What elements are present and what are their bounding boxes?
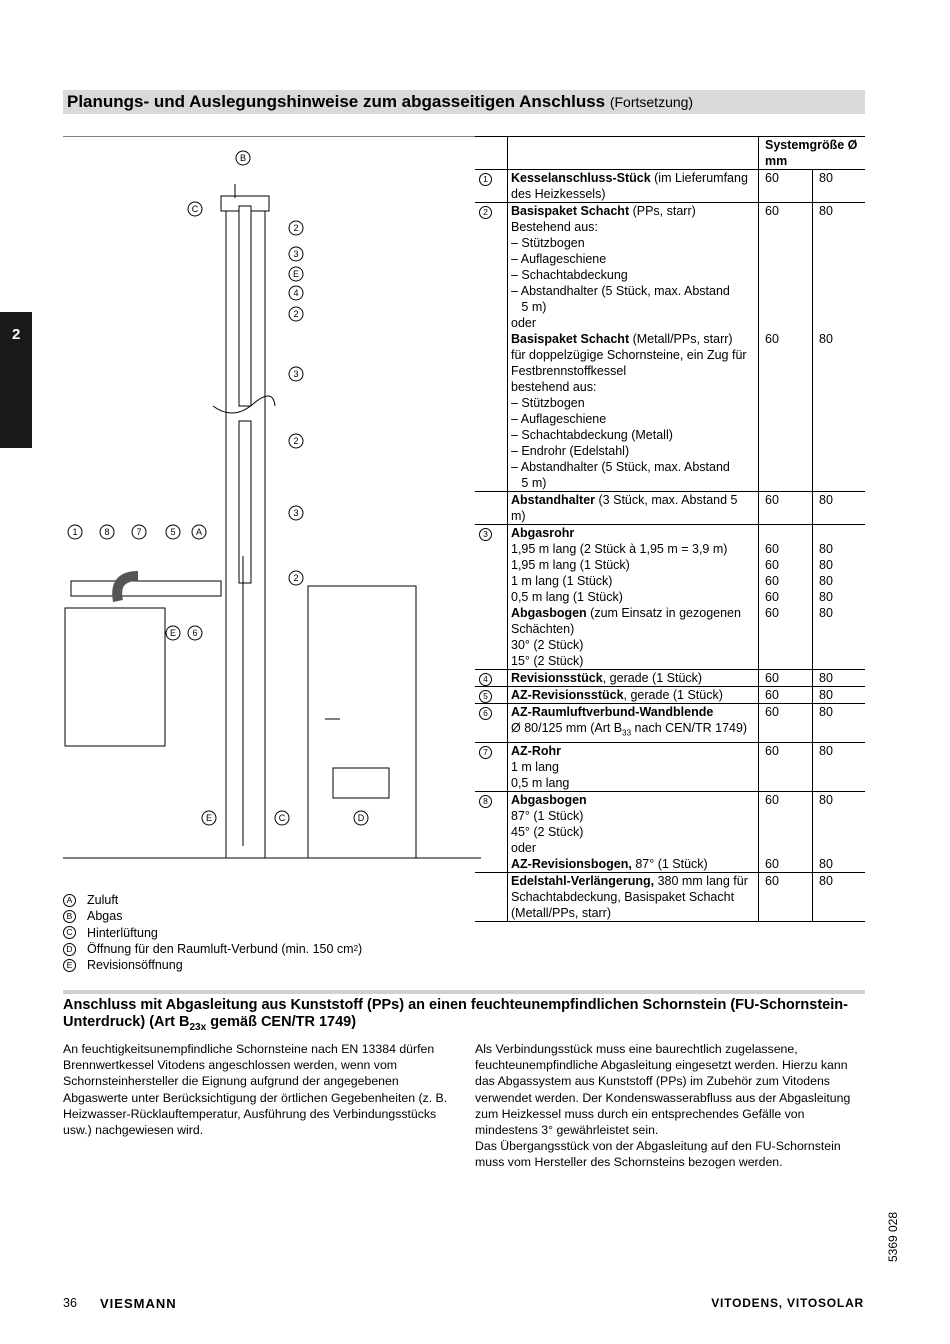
part-number: 4 bbox=[475, 670, 508, 687]
value-80: 80 bbox=[813, 872, 866, 921]
svg-text:1: 1 bbox=[72, 527, 78, 537]
value-80: 80 80 bbox=[813, 791, 866, 872]
label-C-top: C bbox=[191, 204, 199, 214]
part-description: AZ-Raumluftverbund-Wandblende Ø 80/125 mm (Art $B_{33}$ nach CEN/TR 1749) bbox=[508, 704, 759, 743]
legend bbox=[63, 892, 362, 973]
part-number bbox=[475, 492, 508, 525]
svg-text:4: 4 bbox=[293, 288, 299, 298]
svg-text:E: E bbox=[292, 269, 300, 279]
page-number: 36 bbox=[63, 1296, 77, 1310]
part-description: Revisionsstück, gerade (1 Stück) bbox=[508, 670, 759, 687]
value-80: 80 80 bbox=[813, 203, 866, 492]
table-row bbox=[475, 203, 865, 492]
part-description: Basispaket Schacht (PPs, starr) Bestehend aus: – Stützbogen – Auflageschiene – Schachtabdeckung – Abstandhalter (5 Stück, max. Abstand 5 m) oder Basispaket Schacht (Metall/PPs, starr) für doppelzügige Schornsteine, ein Zug für Festbrennstoffkessel bestehend aus: – Stützbogen – Auflageschiene – Schachtabdeckung (Metall) – Endrohr (Edelstahl) – Abstandhalter (5 Stück, max. Abstand 5 m) bbox=[508, 203, 759, 492]
svg-text:3: 3 bbox=[293, 369, 299, 379]
legend-item: C Hinterlüftung bbox=[63, 925, 362, 941]
table-row bbox=[475, 872, 865, 921]
part-number: 6 bbox=[475, 704, 508, 743]
table-row bbox=[475, 492, 865, 525]
section-divider bbox=[63, 990, 865, 994]
chimney-diagram bbox=[63, 136, 483, 878]
value-80: 80 bbox=[813, 170, 866, 203]
value-60: 60 bbox=[759, 687, 813, 704]
part-number bbox=[475, 872, 508, 921]
value-60: 60 bbox=[759, 492, 813, 525]
value-80: 80 bbox=[813, 687, 866, 704]
svg-text:2: 2 bbox=[293, 309, 299, 319]
table-row bbox=[475, 670, 865, 687]
svg-text:5: 5 bbox=[170, 527, 176, 537]
value-80: 80 bbox=[813, 492, 866, 525]
value-60: 60 bbox=[759, 872, 813, 921]
svg-text:D: D bbox=[357, 813, 365, 823]
part-description: AZ-Revisionsstück, gerade (1 Stück) bbox=[508, 687, 759, 704]
svg-text:6: 6 bbox=[192, 628, 198, 638]
part-number: 3 bbox=[475, 525, 508, 670]
table-header: Systemgröße Ø mm bbox=[759, 137, 866, 170]
part-number: 2 bbox=[475, 203, 508, 492]
value-60: 60 bbox=[759, 670, 813, 687]
label-B: B bbox=[239, 153, 247, 163]
part-number: 7 bbox=[475, 742, 508, 791]
legend-item: D Öffnung für den Raumluft-Verbund (min. 150 cm 2 ) bbox=[63, 941, 362, 957]
value-60: 60 bbox=[759, 742, 813, 791]
svg-text:2: 2 bbox=[293, 436, 299, 446]
legend-item: A Zuluft bbox=[63, 892, 362, 908]
table-row bbox=[475, 704, 865, 743]
brand-logo: VIESMANN bbox=[100, 1296, 177, 1311]
text-column-left: An feuchtigkeitsunempfindliche Schornsteine nach EN 13384 dürfen Brennwertkessel Vitodens angeschlossen werden, wenn vom Schornsteinhersteller die Eignung aufgrund der angegebenen Abgaswerte unter Berücksichtigung der örtlichen Gegebenheiten (z. B. Heizwasser-Rücklauftemperatur, Ausführung des Verbindungsstücks usw.) nachgewiesen wird. bbox=[63, 1042, 448, 1138]
svg-text:A: A bbox=[195, 527, 203, 537]
svg-text:8: 8 bbox=[104, 527, 110, 537]
svg-text:3: 3 bbox=[293, 249, 299, 259]
part-description: Abgasbogen 87° (1 Stück) 45° (2 Stück) oder AZ-Revisionsbogen, 87° (1 Stück) bbox=[508, 791, 759, 872]
table-row bbox=[475, 742, 865, 791]
table-row bbox=[475, 525, 865, 670]
part-description: Abgasrohr 1,95 m lang (2 Stück à 1,95 m = 3,9 m) 1,95 m lang (1 Stück) 1 m lang (1 Stück) 0,5 m lang (1 Stück) Abgasbogen (zum Einsatz in gezogenen Schächten) 30° (2 Stück) 15° (2 Stück) bbox=[508, 525, 759, 670]
value-60: 60 60 60 60 60 bbox=[759, 525, 813, 670]
value-60: 60 bbox=[759, 704, 813, 743]
value-60: 60 bbox=[759, 170, 813, 203]
svg-text:C: C bbox=[278, 813, 286, 823]
part-number: 1 bbox=[475, 170, 508, 203]
svg-text:7: 7 bbox=[136, 527, 142, 537]
part-number: 8 bbox=[475, 791, 508, 872]
product-name: VITODENS, VITOSOLAR bbox=[711, 1296, 864, 1310]
part-description: Abstandhalter (3 Stück, max. Abstand 5 m) bbox=[508, 492, 759, 525]
table-row bbox=[475, 170, 865, 203]
svg-text:2: 2 bbox=[293, 223, 299, 233]
svg-text:E: E bbox=[205, 813, 213, 823]
part-description: Edelstahl-Verlängerung, 380 mm lang für Schachtabdeckung, Basispaket Schacht (Metall/PPs, starr) bbox=[508, 872, 759, 921]
part-number: 5 bbox=[475, 687, 508, 704]
legend-item: E Revisionsöffnung bbox=[63, 957, 362, 973]
table-row bbox=[475, 687, 865, 704]
value-60: 60 60 bbox=[759, 791, 813, 872]
svg-text:E: E bbox=[169, 628, 177, 638]
header-bar bbox=[63, 90, 865, 114]
svg-text:2: 2 bbox=[293, 573, 299, 583]
legend-item: B Abgas bbox=[63, 908, 362, 924]
svg-text:3: 3 bbox=[293, 508, 299, 518]
parts-table bbox=[475, 136, 865, 922]
table-row bbox=[475, 791, 865, 872]
part-description: Kesselanschluss-Stück (im Lieferumfang des Heizkessels) bbox=[508, 170, 759, 203]
value-80: 80 bbox=[813, 742, 866, 791]
document-number: 5369 028 bbox=[886, 1211, 900, 1263]
value-80: 80 80 80 80 80 bbox=[813, 525, 866, 670]
part-description: AZ-Rohr 1 m lang 0,5 m lang bbox=[508, 742, 759, 791]
value-80: 80 bbox=[813, 704, 866, 743]
value-60: 60 60 bbox=[759, 203, 813, 492]
chapter-tab: 2 bbox=[0, 312, 32, 448]
page-title: Planungs- und Auslegungshinweise zum abgasseitigen Anschluss (Fortsetzung) bbox=[67, 92, 694, 111]
section-title: Anschluss mit Abgasleitung aus Kunststoff (PPs) an einen feuchteunempfindlichen Schornstein (FU-Schornstein-Unterdruck) (Art $B_{23x}$ gemäß CEN/TR 1749) bbox=[63, 997, 848, 1033]
value-80: 80 bbox=[813, 670, 866, 687]
text-column-right: Als Verbindungsstück muss eine baurechtlich zugelassene, feuchteunempfindliche Abgasleitung eingesetzt werden. Hierzu kann das Abgassystem aus Kunststoff (PPs) im Zubehör zum Vitodens verwendet werden. Der Kondenswasserabfluss aus der Abgasleitung zum Heizkessel muss durch ein entsprechendes Gefälle von mindestens 3° gewährleistet sein. Das Übergangsstück von der Abgasleitung auf den FU-Schornstein muss vom Hersteller des Schornsteins bezogen werden. bbox=[475, 1042, 851, 1170]
